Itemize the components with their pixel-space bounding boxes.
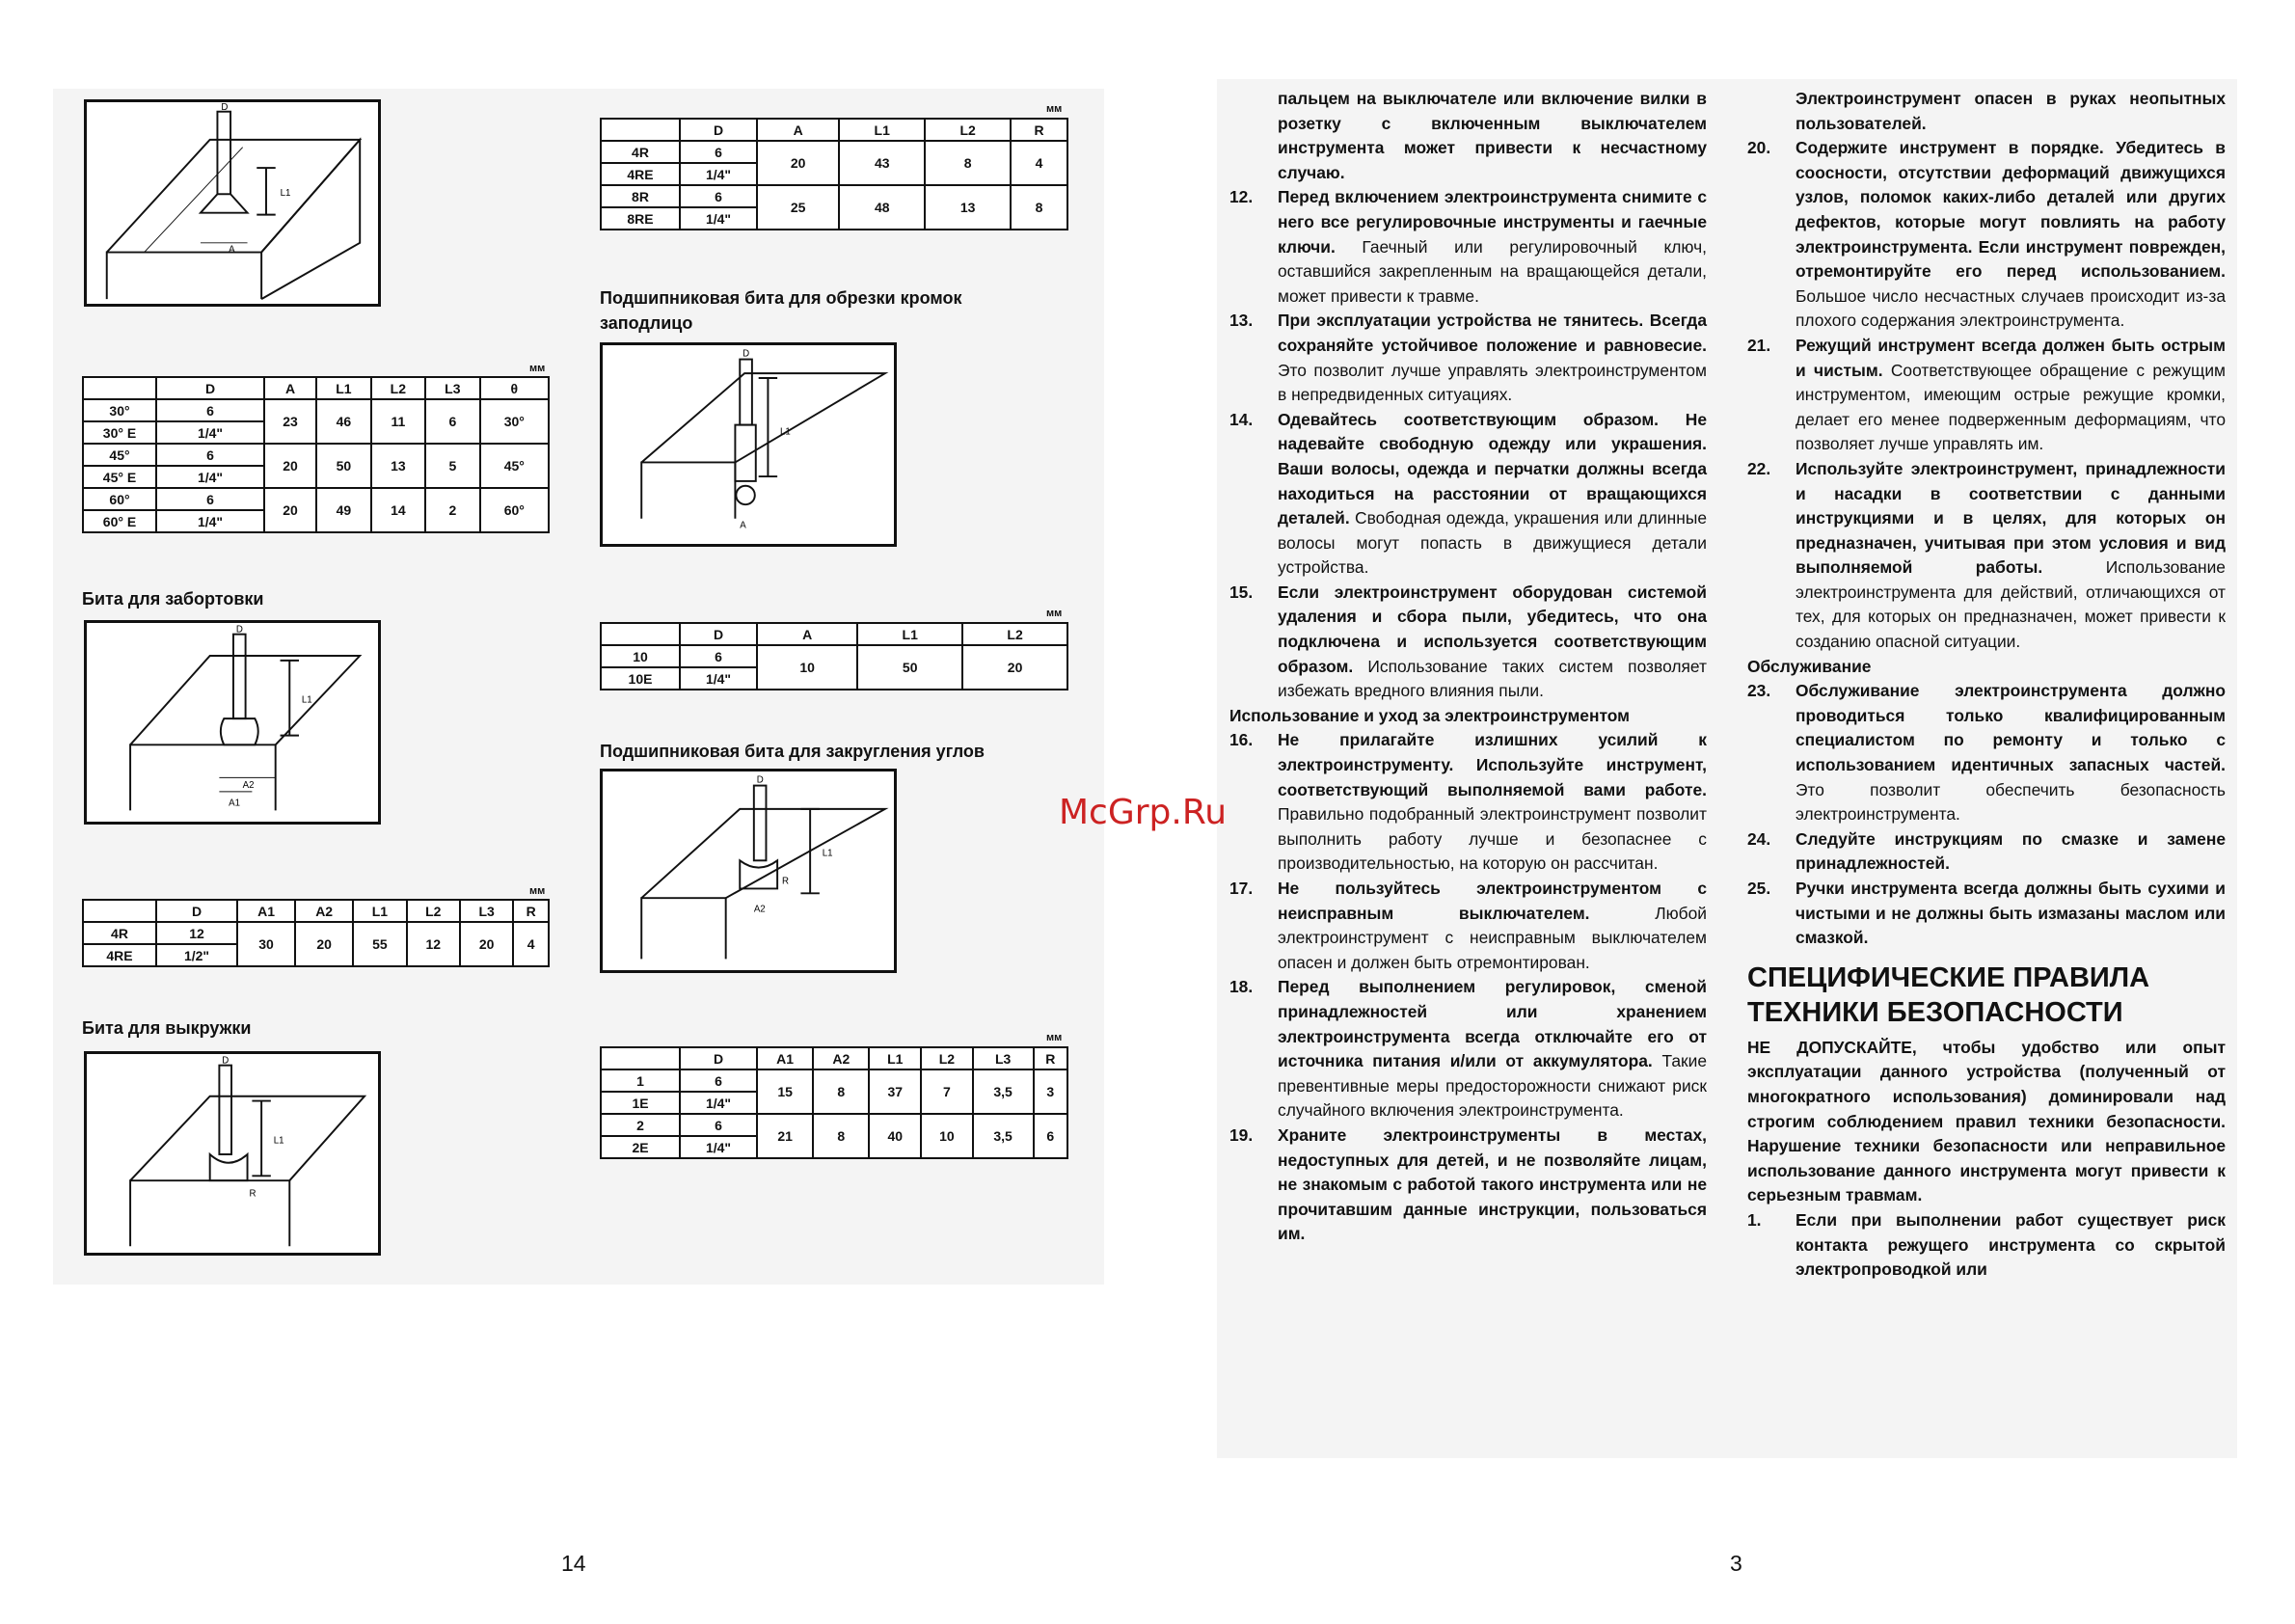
page-number-right: 3 xyxy=(1730,1551,1742,1576)
beading-bit-drawing xyxy=(87,623,378,822)
table4-unit: мм xyxy=(1046,608,1063,619)
v-groove-bit-figure xyxy=(84,99,381,307)
table5-cell: 3,5 xyxy=(973,1069,1034,1114)
table1-row-name: 45° E xyxy=(83,466,156,488)
svg-text:L1: L1 xyxy=(273,1135,284,1147)
table5-header-r: R xyxy=(1034,1047,1068,1069)
table2-cell: 12 xyxy=(407,922,460,966)
table3-header-d: D xyxy=(680,119,757,141)
table4-header-l1: L1 xyxy=(857,623,962,645)
item-number: 24. xyxy=(1747,828,1771,849)
table1-row-d: 1/4" xyxy=(156,466,264,488)
svg-text:D: D xyxy=(221,102,229,113)
table3-cell: 48 xyxy=(839,185,925,230)
table5-cell: 8 xyxy=(813,1114,869,1158)
item-bold: При эксплуатации устройства не тянитесь. Всегда сохраняйте устойчивое положение и равновесие. xyxy=(1278,311,1707,355)
table3-row-name: 8RE xyxy=(601,207,680,230)
title-line-1: СПЕЦИФИЧЕСКИЕ ПРАВИЛА xyxy=(1747,961,2150,993)
item-bold: Режущий инструмент всегда должен быть острым и чистым. xyxy=(1796,335,2226,380)
table5-cell: 3 xyxy=(1034,1069,1068,1114)
item-bold: Ручки инструмента всегда должны быть сухими и чистыми и не должны быть измазаны маслом или смазкой. xyxy=(1796,879,2226,948)
table3-cell: 13 xyxy=(925,185,1011,230)
table1-cell: 13 xyxy=(371,444,425,488)
specific-rules-title xyxy=(1747,961,2226,1030)
table1-header-d: D xyxy=(156,377,264,399)
table3-row-d: 6 xyxy=(680,185,757,207)
table1-row-d: 1/4" xyxy=(156,510,264,532)
list-item-25 xyxy=(1747,877,2226,951)
cove-bit-figure xyxy=(84,1051,381,1256)
table1-cell: 11 xyxy=(371,399,425,444)
svg-text:D: D xyxy=(742,348,750,360)
table2-cell: 4 xyxy=(513,922,549,966)
corner-round-spec-table xyxy=(600,1046,1068,1159)
item-bold: Храните электроинструменты в местах, недоступных для детей, и не позволяйте лицам, не знакомым с работой такого инструмента или не прочитавшим данные инструкции, пользоваться им. xyxy=(1278,1124,1707,1244)
table1-cell: 49 xyxy=(316,488,370,532)
cove-bit-drawing xyxy=(87,1054,378,1253)
right-page-column-2 xyxy=(1747,87,2226,1283)
table1-cell: 23 xyxy=(264,399,316,444)
corner-round-bit-drawing xyxy=(603,771,894,970)
item-bold: Если электроинструмент оборудован системой удаления и сбора пыли, убедитесь, что она подключена и используется соответствующим образом. xyxy=(1278,582,1707,676)
table5-cell: 6 xyxy=(1034,1114,1068,1158)
list-item-13 xyxy=(1229,309,1707,407)
table2-header-d: D xyxy=(156,900,237,922)
section-heading-service: Обслуживание xyxy=(1747,656,1872,676)
item-text: Это позволит обеспечить безопасность электроинструмента. xyxy=(1796,779,2226,825)
table5-row-name: 1 xyxy=(601,1069,680,1092)
table3-row-d: 1/4" xyxy=(680,207,757,230)
list-item-12 xyxy=(1229,185,1707,309)
table3-unit: мм xyxy=(1046,103,1063,115)
list-item xyxy=(1229,87,1707,185)
table2-cell: 30 xyxy=(237,922,295,966)
item-text: Любой электроинструмент с неисправным выключателем опасен и должен быть отремонтирован. xyxy=(1278,903,1707,972)
table2-unit: мм xyxy=(529,885,546,897)
item-number: 22. xyxy=(1747,458,1771,478)
cove-spec-table xyxy=(600,118,1068,230)
list-item-19 xyxy=(1229,1123,1707,1247)
item-number: 19. xyxy=(1229,1124,1254,1145)
table5-cell: 8 xyxy=(813,1069,869,1114)
beading-bit-figure xyxy=(84,620,381,825)
table1-header-theta: θ xyxy=(480,377,549,399)
table1-header-l1: L1 xyxy=(316,377,370,399)
table3-cell: 43 xyxy=(839,141,925,185)
corner-round-bit-figure xyxy=(600,769,897,973)
table5-header-a1: A1 xyxy=(757,1047,813,1069)
svg-text:A: A xyxy=(229,244,235,256)
table2-row-name: 4R xyxy=(83,922,156,944)
table2-row-name: 4RE xyxy=(83,944,156,966)
table1-header-l2: L2 xyxy=(371,377,425,399)
list-item-1 xyxy=(1747,1208,2226,1283)
table4-row-d: 6 xyxy=(680,645,757,667)
table2-header-l3: L3 xyxy=(460,900,513,922)
item-bold: Не пользуйтесь электроинструментом с неисправным выключателем. xyxy=(1278,879,1707,923)
item-bold: Перед выполнением регулировок, сменой принадлежностей или хранением электроинструмента всегда отключайте его от источника питания и/или от аккумулятора. xyxy=(1278,977,1707,1071)
table3-header-l1: L1 xyxy=(839,119,925,141)
item-bold: Следуйте инструкциям по смазке и замене принадлежностей. xyxy=(1796,828,2226,874)
flush-trim-bit-drawing xyxy=(603,345,894,544)
table3-header-l2: L2 xyxy=(925,119,1011,141)
table5-cell: 15 xyxy=(757,1069,813,1114)
table5-header-l2: L2 xyxy=(921,1047,973,1069)
table2-cell: 20 xyxy=(460,922,513,966)
table1-header-a: A xyxy=(264,377,316,399)
table1-row-name: 60° E xyxy=(83,510,156,532)
table5-row-d: 1/4" xyxy=(680,1092,757,1114)
table2-header-l1: L1 xyxy=(353,900,406,922)
warning-paragraph: НЕ ДОПУСКАЙТЕ, чтобы удобство или опыт эксплуатации данного устройства (полученный от многократного использования) доминировали над строгим соблюдением правил техники безопасности. Нарушение техники безопасности или неправильное использование данного инструмента могут привести к серьезным травмам. xyxy=(1747,1037,2226,1205)
list-item-24 xyxy=(1747,827,2226,877)
svg-text:L1: L1 xyxy=(780,426,791,438)
item-number: 17. xyxy=(1229,879,1254,898)
list-item-21 xyxy=(1747,334,2226,457)
table1-cell: 5 xyxy=(425,444,479,488)
table4-header-a: A xyxy=(757,623,857,645)
table1-cell: 50 xyxy=(316,444,370,488)
item-text: Гаечный или регулировочный ключ, оставшийся закрепленным на вращающейся детали, может привести к травме. xyxy=(1278,236,1707,306)
list-item-18 xyxy=(1229,975,1707,1123)
svg-text:D: D xyxy=(756,774,764,786)
heading-vykruzhka: Бита для выкружки xyxy=(82,1018,252,1038)
table1-cell: 60° xyxy=(480,488,549,532)
svg-text:A: A xyxy=(740,520,746,531)
item-text: Свободная одежда, украшения или длинные волосы могут попасть в движущиеся детали устройства. xyxy=(1278,508,1707,578)
item-bold: Используйте электроинструмент, принадлежности и насадки в соответствии с данными инструкциями и в целях, для которых он предназначен, учитывая при этом условия и вид выполняемой работы. xyxy=(1796,458,2226,578)
item-text: Использование электроинструмента для действий, отличающихся от тех, для которых он предназначен, может привести к созданию опасной ситуации. xyxy=(1796,557,2226,652)
heading-flush-trim: Подшипниковая бита для обрезки кромок заподлицо xyxy=(600,288,962,333)
svg-text:L1: L1 xyxy=(301,694,312,706)
watermark-text: McGrp.Ru xyxy=(1059,793,1228,832)
item-number: 20. xyxy=(1747,138,1771,158)
table5-header-l3: L3 xyxy=(973,1047,1034,1069)
table3-cell: 8 xyxy=(925,141,1011,185)
table3-row-name: 4R xyxy=(601,141,680,163)
flush-trim-spec-table xyxy=(600,622,1068,690)
table1-cell: 14 xyxy=(371,488,425,532)
table3-row-d: 6 xyxy=(680,141,757,163)
table1-header-blank xyxy=(83,377,156,399)
table5-header-d: D xyxy=(680,1047,757,1069)
svg-text:R: R xyxy=(781,876,789,887)
list-item xyxy=(1747,87,2226,136)
v-groove-spec-table xyxy=(82,376,550,533)
table4-header-blank xyxy=(601,623,680,645)
section-heading-usage: Использование и уход за электроинструментом xyxy=(1229,705,1631,725)
beading-spec-table xyxy=(82,899,550,967)
table3-row-name: 8R xyxy=(601,185,680,207)
item-number: 15. xyxy=(1229,582,1254,602)
table1-cell: 20 xyxy=(264,444,316,488)
table1-cell: 20 xyxy=(264,488,316,532)
table2-header-l2: L2 xyxy=(407,900,460,922)
table3-row-d: 1/4" xyxy=(680,163,757,185)
item-bold: Содержите инструмент в порядке. Убедитесь в соосности, отсутствии деформаций движущихся узлов, поломок каких-либо деталей или других дефектов, которые могут повлиять на работу электроинструмента. Если инструмент поврежден, отремонтируйте его перед использованием. xyxy=(1796,138,2226,282)
item-number: 18. xyxy=(1229,977,1254,997)
item-text: Использование таких систем позволяет избежать вредного влияния пыли. xyxy=(1278,656,1707,701)
right-page-column-1 xyxy=(1229,87,1707,1247)
list-item-20 xyxy=(1747,136,2226,334)
table5-cell: 7 xyxy=(921,1069,973,1114)
svg-text:L1: L1 xyxy=(280,188,291,200)
svg-text:R: R xyxy=(249,1188,256,1200)
list-item-14 xyxy=(1229,408,1707,581)
table1-cell: 2 xyxy=(425,488,479,532)
table3-cell: 25 xyxy=(757,185,839,230)
table4-cell: 10 xyxy=(757,645,857,690)
table5-header-blank xyxy=(601,1047,680,1069)
table2-header-blank xyxy=(83,900,156,922)
heading-corner-round: Подшипниковая бита для закругления углов xyxy=(600,742,985,761)
table4-header-d: D xyxy=(680,623,757,645)
table5-row-name: 2E xyxy=(601,1136,680,1158)
table1-cell: 6 xyxy=(425,399,479,444)
table3-row-name: 4RE xyxy=(601,163,680,185)
table5-cell: 3,5 xyxy=(973,1114,1034,1158)
table3-cell: 4 xyxy=(1011,141,1067,185)
table4-cell: 20 xyxy=(962,645,1067,690)
table5-cell: 21 xyxy=(757,1114,813,1158)
table1-row-name: 30° xyxy=(83,399,156,421)
table5-row-d: 6 xyxy=(680,1114,757,1136)
item-text: Правильно подобранный электроинструмент позволит выполнить работу лучше и безопаснее с производительностью, на которую он рассчитан. xyxy=(1278,804,1707,874)
item-bold: Если при выполнении работ существует риск контакта режущего инструмента со скрытой электропроводкой или xyxy=(1796,1209,2226,1280)
table2-header-a1: A1 xyxy=(237,900,295,922)
item-number: 14. xyxy=(1229,409,1254,429)
table5-cell: 37 xyxy=(869,1069,921,1114)
item-text: Это позволит лучше управлять электроинструментом в непредвиденных ситуациях. xyxy=(1278,360,1707,405)
table5-cell: 40 xyxy=(869,1114,921,1158)
table4-row-d: 1/4" xyxy=(680,667,757,690)
item-number: 16. xyxy=(1229,730,1254,750)
svg-text:A1: A1 xyxy=(229,798,240,809)
item-number: 13. xyxy=(1229,311,1254,331)
table2-header-r: R xyxy=(513,900,549,922)
heading-zabortovka: Бита для забортовки xyxy=(82,589,264,609)
table1-row-d: 6 xyxy=(156,444,264,466)
table1-row-d: 1/4" xyxy=(156,421,264,444)
item-number: 1. xyxy=(1747,1209,1762,1230)
item-text: Большое число несчастных случаев происходит из-за плохого содержания электроинструмента. xyxy=(1796,285,2226,331)
table4-cell: 50 xyxy=(857,645,962,690)
table2-cell: 55 xyxy=(353,922,406,966)
item-number: 21. xyxy=(1747,335,1771,355)
svg-text:A2: A2 xyxy=(242,780,255,792)
svg-text:D: D xyxy=(235,624,243,636)
table1-unit: мм xyxy=(529,363,546,374)
table1-row-name: 60° xyxy=(83,488,156,510)
list-item-22 xyxy=(1747,457,2226,655)
item-number: 23. xyxy=(1747,681,1771,701)
table1-header-l3: L3 xyxy=(425,377,479,399)
continued-text: пальцем на выключателе или включение вилки в розетку с включенным выключателем инструмента может привести к несчастному случаю. xyxy=(1278,89,1707,182)
table1-row-name: 45° xyxy=(83,444,156,466)
svg-text:A2: A2 xyxy=(753,904,766,915)
table2-cell: 20 xyxy=(295,922,353,966)
item-bold: Перед включением электроинструмента снимите с него все регулировочные инструменты и гаечные ключи. xyxy=(1278,187,1707,257)
table3-cell: 8 xyxy=(1011,185,1067,230)
table3-header-r: R xyxy=(1011,119,1067,141)
item-text: Соответствующее обращение с режущим инструментом, имеющим острые режущие кромки, делает его менее подверженным деформациям, что позволяет лучше управлять им. xyxy=(1796,360,2226,454)
list-item-23 xyxy=(1747,679,2226,827)
table5-row-d: 6 xyxy=(680,1069,757,1092)
table1-row-name: 30° E xyxy=(83,421,156,444)
table5-row-name: 1E xyxy=(601,1092,680,1114)
table1-row-d: 6 xyxy=(156,399,264,421)
title-line-2: ТЕХНИКИ БЕЗОПАСНОСТИ xyxy=(1747,996,2123,1028)
list-item-16 xyxy=(1229,728,1707,877)
table2-row-d: 12 xyxy=(156,922,237,944)
table3-header-blank xyxy=(601,119,680,141)
table1-row-d: 6 xyxy=(156,488,264,510)
continued-text: Электроинструмент опасен в руках неопытных пользователей. xyxy=(1796,89,2226,133)
table2-row-d: 1/2" xyxy=(156,944,237,966)
table5-header-l1: L1 xyxy=(869,1047,921,1069)
item-number: 25. xyxy=(1747,879,1771,898)
table5-unit: мм xyxy=(1046,1032,1063,1043)
item-bold: Одевайтесь соответствующим образом. Не надевайте свободную одежду или украшения. Ваши волосы, одежда и перчатки должны всегда находиться на расстоянии от вращающихся деталей. xyxy=(1278,409,1707,528)
table1-cell: 30° xyxy=(480,399,549,444)
table5-cell: 10 xyxy=(921,1114,973,1158)
table2-header-a2: A2 xyxy=(295,900,353,922)
flush-trim-bit-figure xyxy=(600,342,897,547)
table4-row-name: 10 xyxy=(601,645,680,667)
item-bold: Обслуживание электроинструмента должно проводиться только квалифицированным специалистом по ремонту и только с использованием идентичных запасных частей. xyxy=(1796,681,2226,775)
table1-cell: 45° xyxy=(480,444,549,488)
page-number-left: 14 xyxy=(561,1551,586,1576)
list-item-17 xyxy=(1229,877,1707,975)
item-bold: Не прилагайте излишних усилий к электроинструменту. Используйте инструмент, соответствующий выполняемой вами работе. xyxy=(1278,730,1707,799)
v-groove-bit-drawing xyxy=(87,102,378,304)
table5-header-a2: A2 xyxy=(813,1047,869,1069)
table5-row-d: 1/4" xyxy=(680,1136,757,1158)
item-number: 12. xyxy=(1229,187,1254,207)
table3-cell: 20 xyxy=(757,141,839,185)
item-text: Такие превентивные меры предосторожности снижают риск случайного включения электроинструмента. xyxy=(1278,1051,1707,1121)
table3-header-a: A xyxy=(757,119,839,141)
table4-header-l2: L2 xyxy=(962,623,1067,645)
table1-cell: 46 xyxy=(316,399,370,444)
table5-row-name: 2 xyxy=(601,1114,680,1136)
svg-text:D: D xyxy=(222,1055,230,1067)
list-item-15 xyxy=(1229,581,1707,704)
table4-row-name: 10E xyxy=(601,667,680,690)
svg-text:L1: L1 xyxy=(822,848,833,859)
